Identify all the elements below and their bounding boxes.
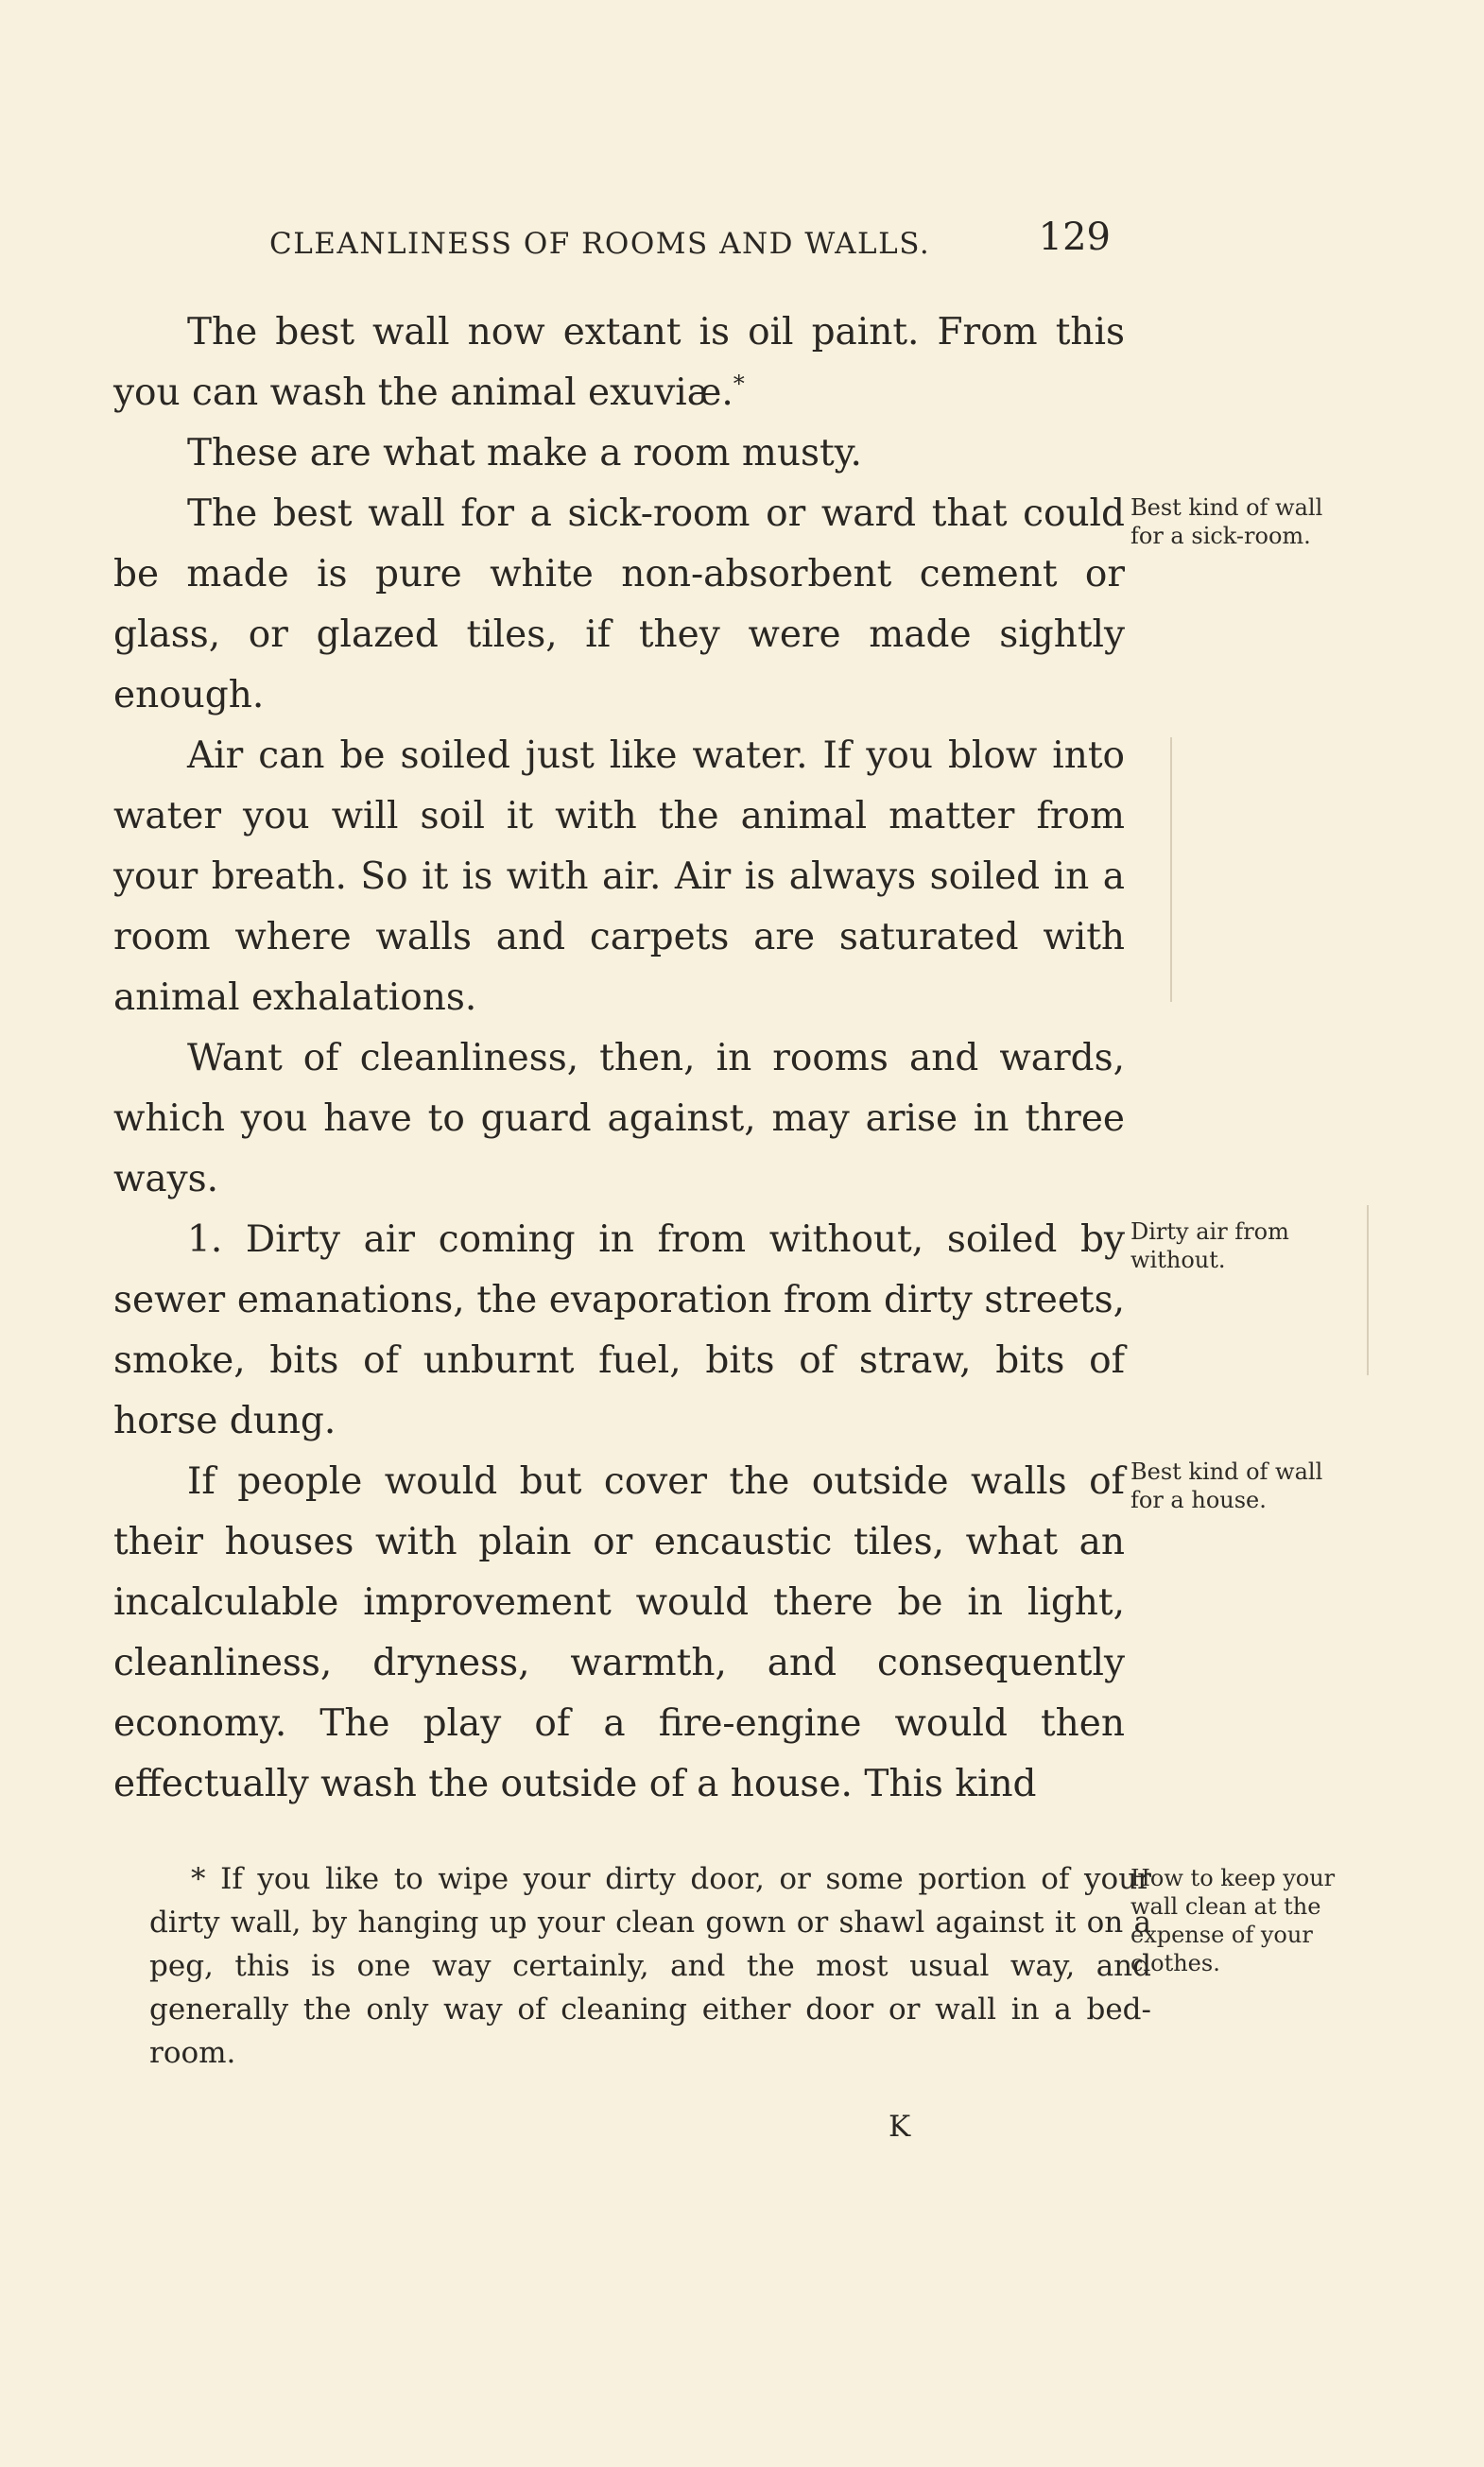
paragraph-sick-room-wall: The best wall for a sick-room or ward that could be made is pure white non-absorbent cement or glass, or glazed tiles, if they were made sightly enough.	[113, 492, 1125, 716]
paragraph-want-of-cleanliness: Want of cleanliness, then, in rooms and wards, which you have to guard against, may arise in three ways.	[113, 1037, 1125, 1200]
paragraph-air-soiled: Air can be soiled just like water. If you blow into water you will soil it with the animal matter from your breath. So it is with air. Air is always soiled in a room where walls and carpets are saturated with animal exhalations.	[113, 734, 1125, 1019]
marginal-note-house-wall: Best kind of wall for a house.	[1130, 1458, 1323, 1513]
faint-edge-line	[1367, 1205, 1369, 1375]
page-number: 129	[1038, 216, 1111, 259]
page-header	[269, 216, 1120, 272]
faint-edge-line	[1170, 737, 1172, 1002]
footnote-reference: *	[733, 371, 745, 397]
marginal-note-sick-room-wall: Best kind of wall for a sick-room.	[1130, 494, 1323, 549]
paragraph-dirty-air: 1. Dirty air coming in from without, soiled by sewer emanations, the evaporation from dirty streets, smoke, bits of unburnt fuel, bits of straw, bits of horse dung.	[113, 1218, 1125, 1442]
main-text	[113, 302, 1125, 1815]
paragraph-outside-walls: If people would but cover the outside walls of their houses with plain or encaustic tiles, what an incalculable improvement would there be in light, cleanliness, dryness, warmth, and consequently economy. The play of a fire-engine would then effectually wash the outside of a house. This kind	[113, 1460, 1125, 1805]
marginal-note-dirty-air: Dirty air from without.	[1130, 1218, 1289, 1273]
paragraph-oil-paint-text: The best wall now extant is oil paint. From this you can wash the animal exuviæ.	[113, 311, 1125, 414]
running-head: CLEANLINESS OF ROOMS AND WALLS.	[269, 227, 931, 261]
marginal-note-keep-wall-clean: How to keep your wall clean at the expense of your clothes.	[1130, 1865, 1336, 1976]
paragraph-musty-room: These are what make a room musty.	[187, 432, 862, 474]
paragraph-oil-paint	[113, 302, 1125, 423]
footnote: * If you like to wipe your dirty door, or some portion of your dirty wall, by hanging up your clean gown or shawl against it on a peg, this is one way certainly, and the most usual way, and generally the only way of cleaning either door or wall in a bed-room.	[149, 1862, 1151, 2070]
signature-mark: K	[889, 2110, 911, 2144]
